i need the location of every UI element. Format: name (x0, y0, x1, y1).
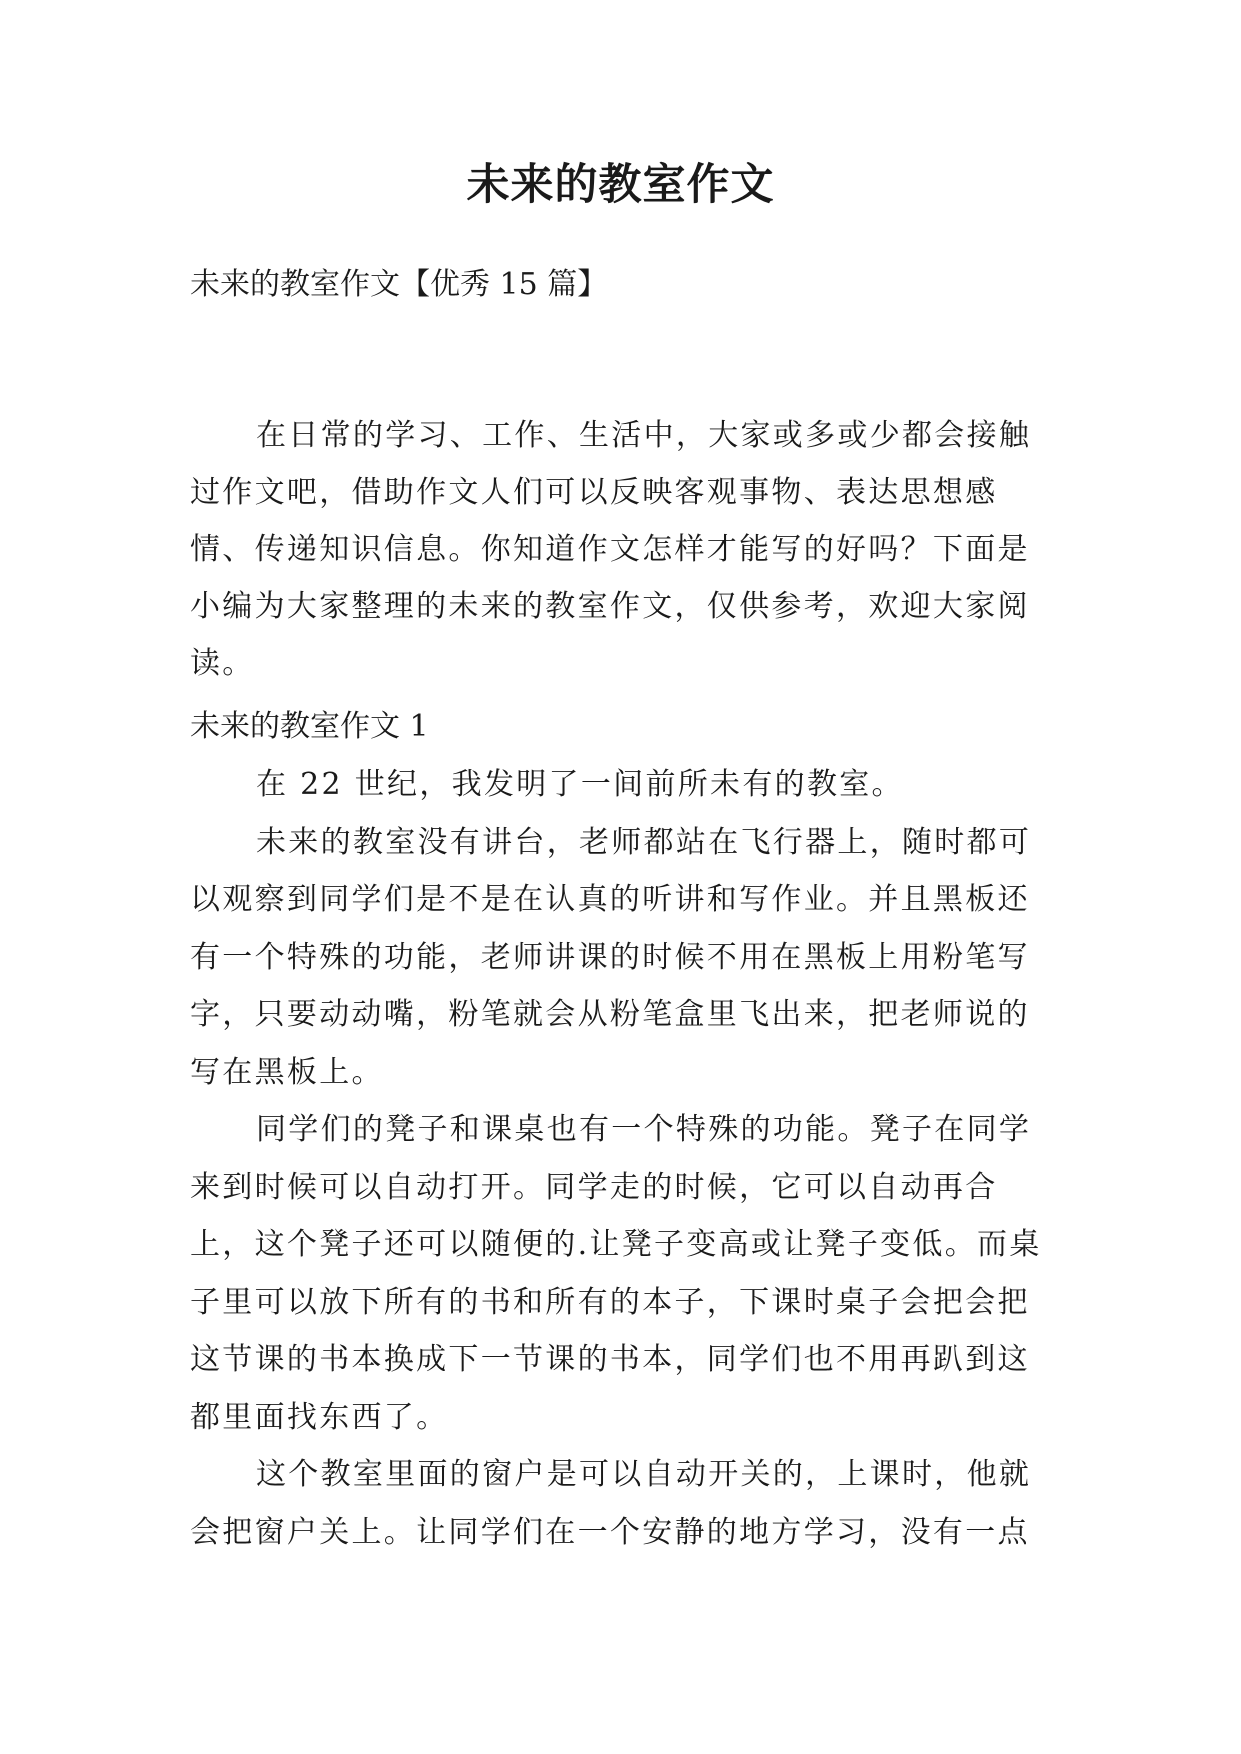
body-paragraph: 未来的教室没有讲台，老师都站在飞行器上，随时都可以观察到同学们是不是在认真的听讲和写作业。并且黑板还有一个特殊的功能，老师讲课的时候不用在黑板上用粉笔写字，只要动动嘴，粉笔就会从粉笔盒里飞出来，把老师说的写在黑板上。 (190, 824, 1032, 1090)
section-heading: 未来的教室作文 1 (190, 709, 429, 744)
body-paragraph: 同学们的凳子和课桌也有一个特殊的功能。凳子在同学来到时候可以自动打开。同学走的时候，它可以自动再合上，这个凳子还可以随便的.让凳子变高或让凳子变低。而桌子里可以放下所有的书和所有的本子，下课时桌子会把会把这节课的书本换成下一节课的书本，同学们也不用再趴到这都里面找东西了。 (190, 1112, 1042, 1435)
intro-paragraph: 在日常的学习、工作、生活中，大家或多或少都会接触过作文吧，借助作文人们可以反映客观事物、表达思想感情、传递知识信息。你知道作文怎样才能写的好吗？下面是小编为大家整理的未来的教室作文，仅供参考，欢迎大家阅读。 (190, 418, 1032, 681)
body-paragraph: 这个教室里面的窗户是可以自动开关的，上课时，他就会把窗户关上。让同学们在一个安静的地方学习，没有一点 (190, 1457, 1032, 1550)
document-title: 未来的教室作文 (466, 160, 775, 210)
document-subtitle: 未来的教室作文【优秀 15 篇】 (190, 267, 608, 302)
essay-body (190, 756, 1050, 1561)
body-paragraph: 在 22 世纪，我发明了一间前所未有的教室。 (256, 767, 904, 802)
